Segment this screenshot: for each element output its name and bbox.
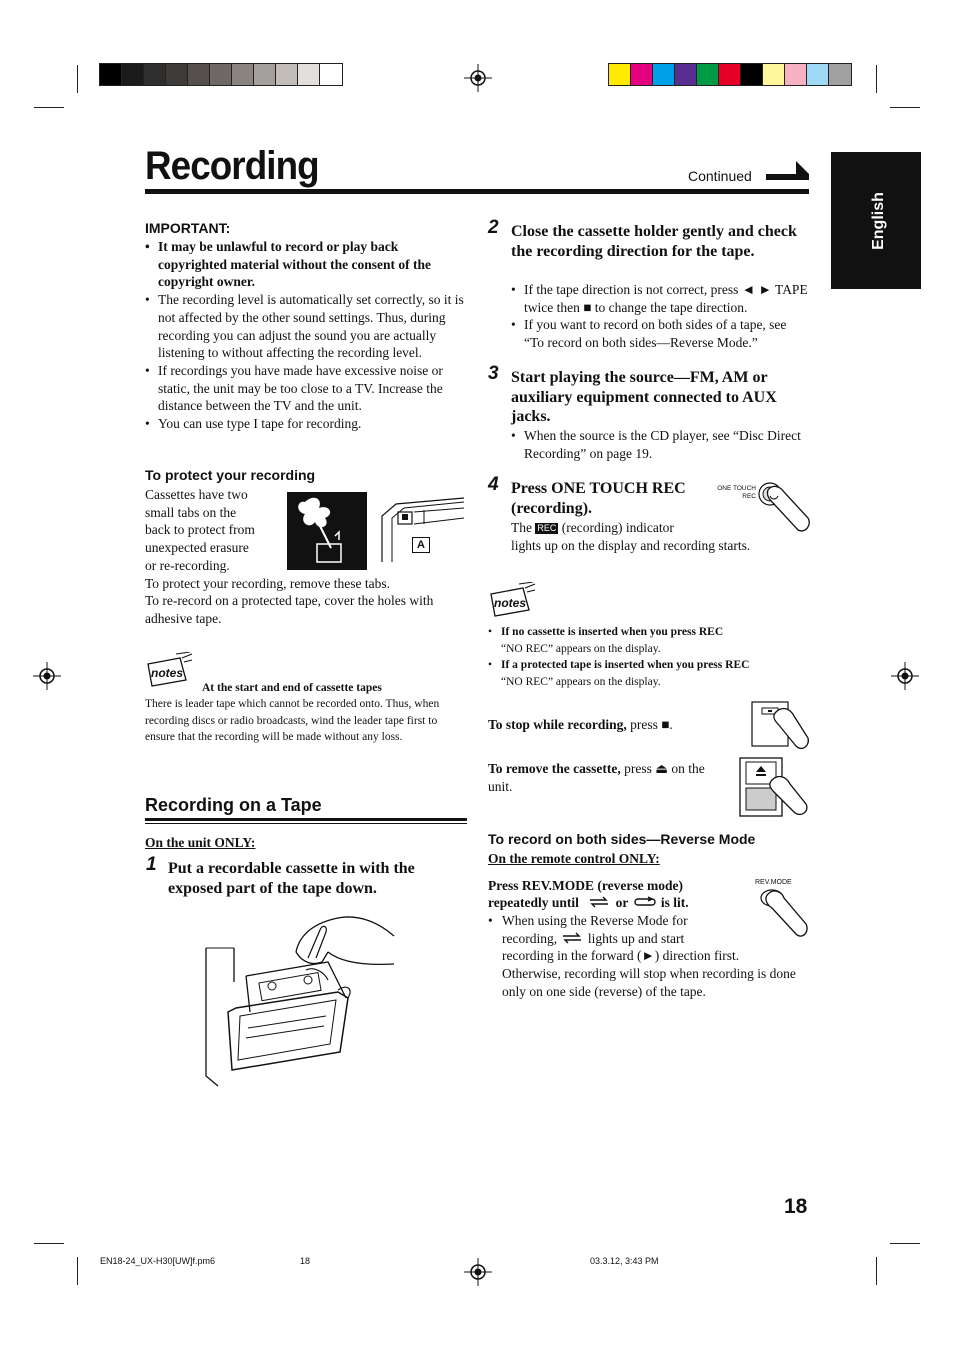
crop-mark [77,65,78,93]
note-title: If a protected tape is inserted when you press REC [501,659,750,671]
text-fragment: The [511,520,532,535]
stop-instruction [488,716,673,734]
text-line [502,930,798,948]
calibration-swatch [298,64,320,85]
calibration-swatch [232,64,254,85]
registration-mark-icon [891,662,919,690]
calibration-swatch [653,64,675,85]
remove-instruction [488,760,728,778]
crop-mark [876,65,877,93]
text-line: back to protect from [145,522,255,538]
text-line: or re-recording. [145,557,230,573]
calibration-swatch [609,64,631,85]
text-fragment: press ■. [630,717,673,732]
remote-only-label: On the remote control ONLY: [488,851,660,866]
reverse-one-way-icon [588,896,610,908]
crop-mark [876,1257,877,1285]
calibration-swatch [719,64,741,85]
text-fragment: To stop while recording, [488,717,627,732]
remove-instruction-2: unit. [488,779,513,794]
figure-label-a: A [412,537,430,553]
calibration-swatch [807,64,829,85]
step-number: 2 [488,217,499,238]
calibration-swatch [631,64,653,85]
footer-file-name: EN18-24_UX-H30[UW]f.pm6 [100,1256,216,1266]
step4-text [511,519,741,537]
text-fragment: is lit. [660,895,689,910]
page-number: 18 [784,1195,808,1218]
crop-mark [77,1257,78,1285]
list-item: • When the source is the CD player, see “Disc Direct Recording” on page 19. [511,427,809,462]
calibration-swatch [100,64,122,85]
list-item: • If recordings you have made have excessive noise or static, the unit may be too close to a TV. Increase the distance between the TV and the unit. [145,362,467,415]
step4-text-2: lights up on the display and recording starts. [511,538,751,553]
notes-badge-label: notes [151,666,184,680]
calibration-swatch [763,64,785,85]
section-rule [145,818,467,821]
text-fragment: lights up and start [587,930,685,946]
language-tab [831,152,921,289]
text-line: small tabs on the [145,504,237,520]
important-label: IMPORTANT: [145,220,231,236]
text-line: recording in the forward (►) direction first. Otherwise, recording will stop when recording is done only on one side (reverse) of the tape. [502,948,796,999]
reverse-loop-icon [634,896,656,908]
important-list [145,238,467,433]
calibration-swatch [254,64,276,85]
unit-only-label: On the unit ONLY: [145,835,256,850]
stop-button-illustration [750,698,810,752]
list-item [488,624,808,657]
list-item: • If the tape direction is not correct, press ◄ ► TAPE twice then ■ to change the tape direction. [511,281,809,316]
calibration-swatch [210,64,232,85]
color-calibration-bar [608,63,852,86]
footer-date-time: 03.3.12, 3:43 PM [590,1256,659,1266]
note-body: “NO REC” appears on the display. [501,675,661,688]
text-fragment: (recording) indicator [561,520,674,535]
registration-mark-icon [33,662,61,690]
reverse-one-way-icon [561,932,583,944]
text-fragment: repeatedly until [488,895,579,910]
step-title: Press ONE TOUCH REC (recording). [511,480,686,517]
page-title: Recording [145,144,319,188]
text-line: Cassettes have two [145,487,248,502]
eject-button-illustration [738,756,810,818]
calibration-swatch [675,64,697,85]
text-line: When using the Reverse Mode for [502,913,688,928]
crop-mark [890,107,920,108]
one-touch-rec-button-icon [756,478,814,538]
registration-mark-icon [464,1258,492,1286]
protect-text [145,486,285,575]
notes-badge-icon [146,652,194,688]
calibration-swatch [188,64,210,85]
calibration-swatch [122,64,144,85]
text-fragment: or [615,895,629,910]
section-rule-thin [145,823,467,824]
step-number: 4 [488,474,499,495]
calibration-swatch [829,64,851,85]
text-line: ONE TOUCH [717,485,756,492]
text-line: REC [742,493,756,500]
step2-bullets [511,281,809,352]
list-item: • It may be unlawful to record or play back copyrighted material without the consent of the copyright owner. [145,238,467,291]
press-revmode-text: Press REV.MODE (reverse mode) [488,878,683,893]
step-number: 3 [488,363,499,384]
calibration-swatch [144,64,166,85]
text-fragment: To remove the cassette, [488,761,621,776]
title-rule [145,189,809,194]
list-item [488,657,808,690]
notes-badge-icon [489,582,537,618]
list-item: • The recording level is automatically set correctly, so it is not affected by the other sound settings. Thus, during recording you can adjust the sound you are actually listening to without affecting the recording level. [145,291,467,362]
step-title: Put a recordable cassette in with the exposed part of the tape down. [168,860,415,897]
section-heading: Recording on a Tape [145,795,322,815]
crop-mark [34,1243,64,1244]
reverse-bullet [488,912,798,1001]
registration-mark-icon [464,64,492,92]
calibration-swatch [697,64,719,85]
note-body: “NO REC” appears on the display. [501,642,661,655]
list-item: • If you want to record on both sides of a tape, see “To record on both sides—Reverse Mode.” [511,316,809,351]
crop-mark [34,107,64,108]
calibration-swatch [166,64,188,85]
step3-bullets [511,427,809,462]
notes-body: There is leader tape which cannot be recorded onto. Thus, when recording discs or radio broadcasts, wind the leader tape first to ensure that the recording will be made without any loss. [145,698,440,743]
one-touch-rec-label [700,485,756,501]
revmode-button-label: REV.MODE [755,879,792,886]
crop-mark [890,1243,920,1244]
step-title: Start playing the source—FM, AM or auxiliary equipment connected to AUX jacks. [511,369,777,425]
protect-heading: To protect your recording [145,467,316,483]
language-tab-label: English [870,192,887,250]
rec-indicator-badge: REC [537,523,557,533]
tab-removal-illustration [287,492,367,570]
list-item: • When using the Reverse Mode for recording, lights up and start recording in the forward (►) direction first. Otherwise, recording will stop when recording is done only on one side (reverse) of the tape. [488,912,798,1001]
grayscale-calibration-bar [99,63,343,86]
calibration-swatch [785,64,807,85]
protect-text-3: To re-record on a protected tape, cover the holes with adhesive tape. [145,593,434,626]
text-fragment: press ⏏ on the [624,761,705,776]
continued-label: Continued [688,168,752,184]
repeatedly-text [488,894,689,912]
calibration-swatch [276,64,298,85]
cassette-insert-illustration [188,912,400,1088]
note-title: If no cassette is inserted when you press REC [501,626,724,638]
text-fragment: recording, [502,930,558,946]
notes-badge-label: notes [494,596,527,610]
step-title: Close the cassette holder gently and check the recording direction for the tape. [511,223,797,260]
notes-title: At the start and end of cassette tapes [202,682,382,694]
footer-page-ref: 18 [300,1256,311,1266]
calibration-swatch [741,64,763,85]
protect-text-2: To protect your recording, remove these tabs. [145,576,390,591]
calibration-swatch [320,64,342,85]
cassette-tab-illustration [378,494,466,564]
list-item: • You can use type I tape for recording. [145,415,467,433]
reverse-mode-heading: To record on both sides—Reverse Mode [488,831,756,847]
continued-arrow-icon [766,161,809,183]
notes-list [488,624,808,690]
text-line: unexpected erasure [145,540,249,556]
step-number: 1 [146,854,157,875]
